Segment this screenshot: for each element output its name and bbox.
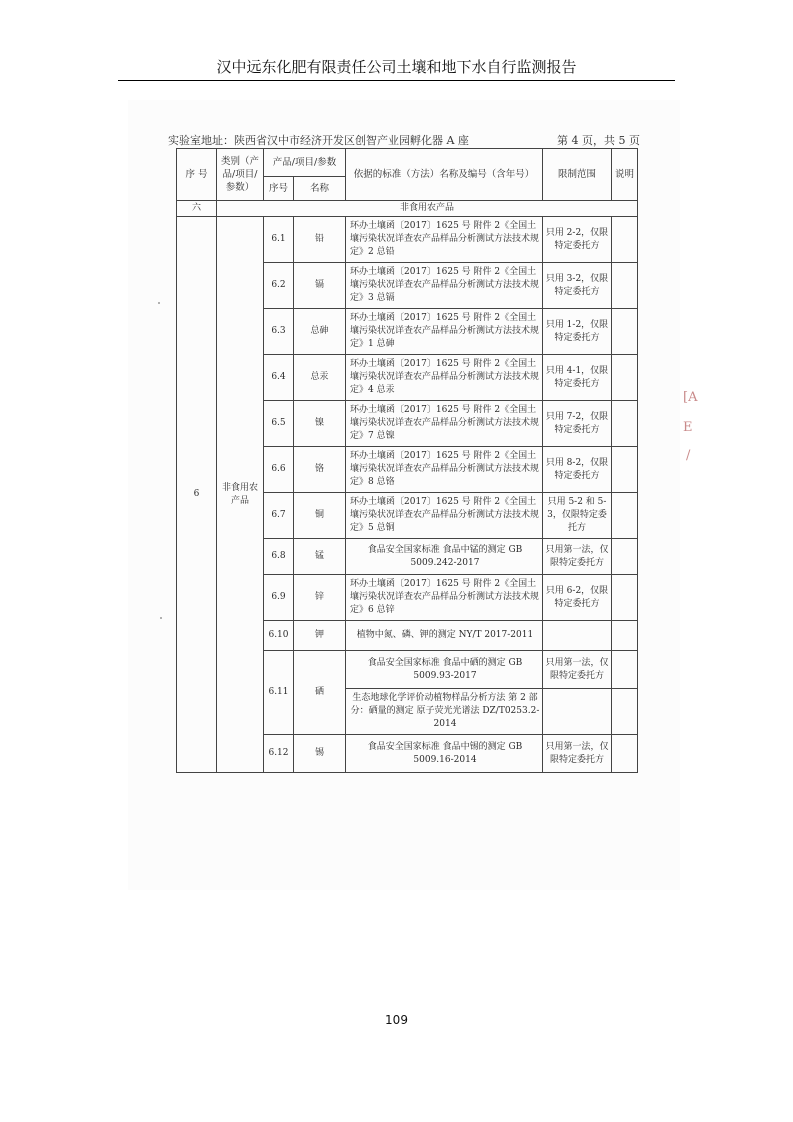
item-standard: 环办土壤函〔2017〕1625 号 附件 2《全国土壤污染状况详查农产品样品分析测试方法技术规定》6 总锌 [346,575,543,621]
item-sub-seq: 6.2 [264,263,294,309]
item-limit: 只用 5-2 和 5-3，仅限特定委托方 [543,493,612,539]
item-note [612,621,638,651]
item-note [612,401,638,447]
item-note [612,217,638,263]
item-sub-seq: 6.10 [264,621,294,651]
lab-address: 实验室地址：陕西省汉中市经济开发区创智产业园孵化器 A 座 [168,134,469,147]
item-note [612,735,638,773]
item-standard: 环办土壤函〔2017〕1625 号 附件 2《全国土壤污染状况详查农产品样品分析测试方法技术规定》1 总砷 [346,309,543,355]
item-name: 锰 [294,539,346,575]
report-title: 汉中远东化肥有限责任公司土壤和地下水自行监测报告 [216,58,577,76]
item-sub-seq: 6.8 [264,539,294,575]
item-limit: 只用第一法，仅限特定委托方 [543,539,612,575]
page-indicator: 第 4 页，共 5 页 [557,134,640,147]
item-standard: 环办土壤函〔2017〕1625 号 附件 2《全国土壤污染状况详查农产品样品分析测试方法技术规定》4 总汞 [346,355,543,401]
item-name: 总砷 [294,309,346,355]
section-seq: 六 [177,201,217,217]
item-standard: 生态地球化学评价动植物样品分析方法 第 2 部分：硒量的测定 原子荧光光谱法 DZ/T0253.2-2014 [346,689,543,735]
item-name: 铜 [294,493,346,539]
item-limit: 只用 7-2，仅限特定委托方 [543,401,612,447]
item-standard: 环办土壤函〔2017〕1625 号 附件 2《全国土壤污染状况详查农产品样品分析测试方法技术规定》2 总铅 [346,217,543,263]
capability-table [176,148,638,773]
item-limit: 只用 4-1，仅限特定委托方 [543,355,612,401]
item-standard: 环办土壤函〔2017〕1625 号 附件 2《全国土壤污染状况详查农产品样品分析测试方法技术规定》5 总铜 [346,493,543,539]
margin-stamp-mark: E [683,420,693,435]
item-limit: 只用 1-2，仅限特定委托方 [543,309,612,355]
item-standard: 食品安全国家标准 食品中硒的测定 GB 5009.93-2017 [346,651,543,689]
item-standard: 环办土壤函〔2017〕1625 号 附件 2《全国土壤污染状况详查农产品样品分析测试方法技术规定》3 总镉 [346,263,543,309]
item-name: 镉 [294,263,346,309]
item-sub-seq: 6.6 [264,447,294,493]
item-note [612,493,638,539]
item-sub-seq: 6.4 [264,355,294,401]
item-limit: 只用 6-2，仅限特定委托方 [543,575,612,621]
header-category: 类别（产品/项目/参数） [217,149,264,201]
item-name: 硒 [294,651,346,735]
item-limit: 只用第一法，仅限特定委托方 [543,735,612,773]
item-note [612,447,638,493]
item-standard: 食品安全国家标准 食品中锰的测定 GB 5009.242-2017 [346,539,543,575]
item-standard: 环办土壤函〔2017〕1625 号 附件 2《全国土壤污染状况详查农产品样品分析测试方法技术规定》7 总镍 [346,401,543,447]
item-note [612,575,638,621]
section-title: 非食用农产品 [217,201,638,217]
item-name: 总汞 [294,355,346,401]
lab-info-line [168,132,640,148]
item-standard: 环办土壤函〔2017〕1625 号 附件 2《全国土壤污染状况详查农产品样品分析测试方法技术规定》8 总铬 [346,447,543,493]
item-sub-seq: 6.1 [264,217,294,263]
item-name: 铅 [294,217,346,263]
header-param-group: 产品/项目/参数 [264,149,346,177]
margin-stamp-mark: [A [683,390,698,405]
item-name: 锡 [294,735,346,773]
item-note [612,651,638,689]
item-limit: 只用 3-2，仅限特定委托方 [543,263,612,309]
item-sub-seq: 6.9 [264,575,294,621]
item-standard: 食品安全国家标准 食品中锡的测定 GB 5009.16-2014 [346,735,543,773]
item-sub-seq: 6.3 [264,309,294,355]
item-note [612,539,638,575]
item-note [612,355,638,401]
item-name: 锌 [294,575,346,621]
header-standard: 依据的标准（方法）名称及编号（含年号） [346,149,543,201]
header-note: 说明 [612,149,638,201]
item-note [612,263,638,309]
item-limit [543,621,612,651]
item-name: 铬 [294,447,346,493]
item-limit [543,689,612,735]
scan-speck [158,302,160,304]
item-standard: 植物中氮、磷、钾的测定 NY/T 2017-2011 [346,621,543,651]
margin-stamp-mark: / [686,448,691,463]
item-sub-seq: 6.12 [264,735,294,773]
page-number: 109 [385,1013,408,1027]
item-sub-seq: 6.7 [264,493,294,539]
header-divider [118,80,675,81]
item-note [612,309,638,355]
item-note [612,689,638,735]
header-sub-seq: 序号 [264,177,294,201]
scan-speck [160,617,162,619]
group-seq: 6 [177,217,217,773]
header-seq: 序 号 [177,149,217,201]
item-sub-seq: 6.11 [264,651,294,735]
item-limit: 只用 8-2，仅限特定委托方 [543,447,612,493]
item-name: 钾 [294,621,346,651]
item-limit: 只用第一法，仅限特定委托方 [543,651,612,689]
item-name: 镍 [294,401,346,447]
header-name: 名称 [294,177,346,201]
header-limit: 限制范围 [543,149,612,201]
group-category: 非食用农产品 [217,217,264,773]
item-limit: 只用 2-2，仅限特定委托方 [543,217,612,263]
table-row [177,217,638,263]
item-sub-seq: 6.5 [264,401,294,447]
